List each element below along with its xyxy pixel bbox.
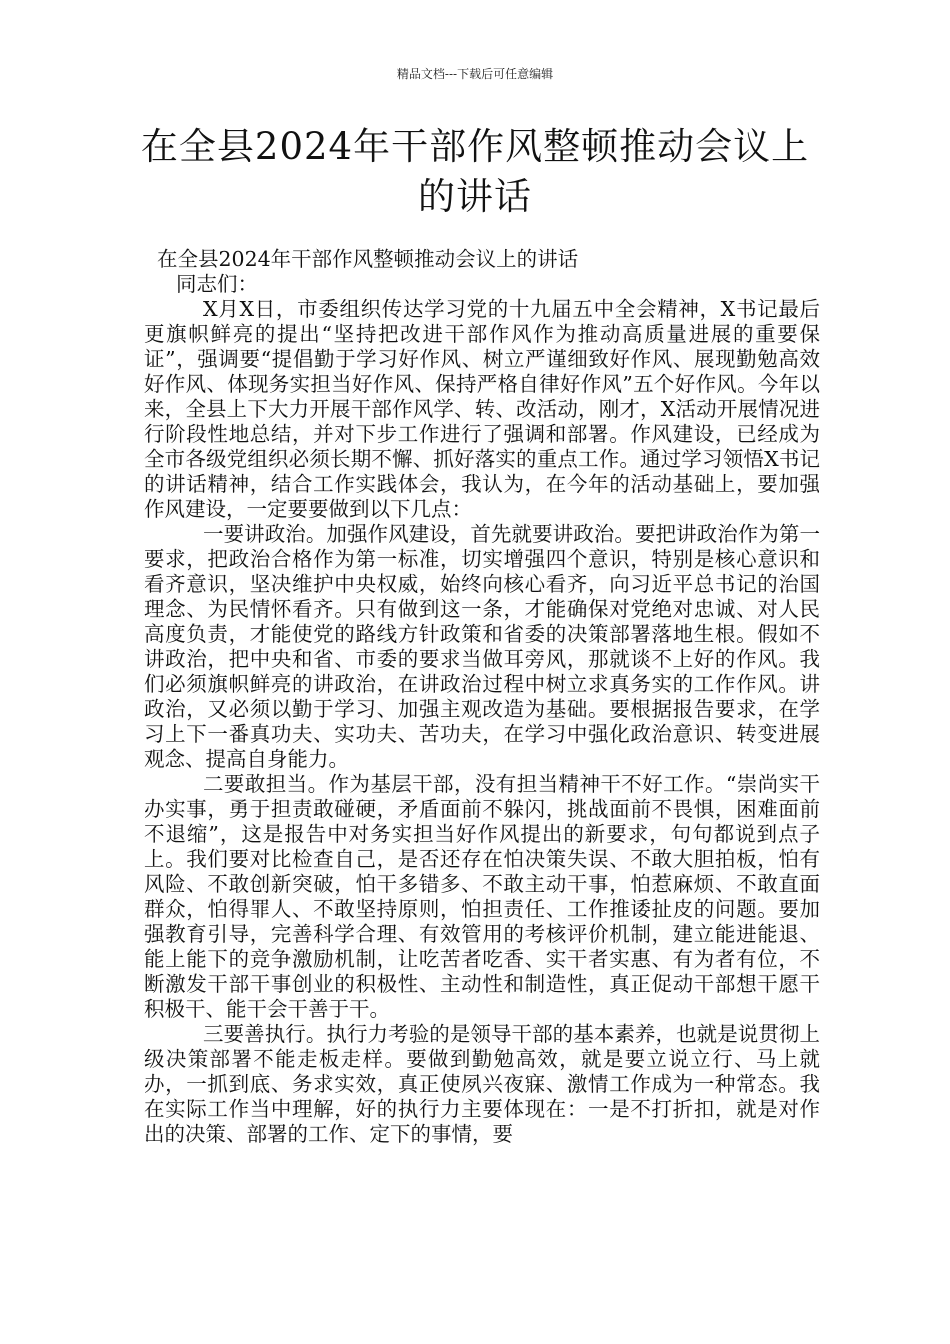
paragraph-responsibility: 二要敢担当。作为基层干部，没有担当精神干不好工作。“崇尚实干办实事，勇于担责敢碰硬，矛盾面前不躲闪，挑战面前不畏惧，困难面前不退缩”，这是报告中对务实担当好作风提出的新要求，句句都说到点子上。我们要对比检查自己，是否还存在怕决策失误、不敢大胆拍板，怕有风险、不敢创新突破，怕干多错多、不敢主动干事，怕惹麻烦、不敢直面群众，怕得罪人、不敢坚持原则，怕担责任、工作推诿扯皮的问题。要加强教育引导，完善科学合理、有效管用的考核评价机制，建立能进能退、能上能下的竞争激励机制，让吃苦者吃香、实干者实惠、有为者有位，不断激发干部干事创业的积极性、主动性和制造性，真正促动干部想干愿干积极干、能干会干善于干。 xyxy=(144,772,820,1021)
paragraph-politics: 一要讲政治。加强作风建设，首先就要讲政治。要把讲政治作为第一要求，把政治合格作为第一标准，切实增强四个意识，特别是核心意识和看齐意识，坚决维护中央权威，始终向核心看齐，向习近平总书记的治国理念、为民情怀看齐。只有做到这一条，才能确保对党绝对忠诚、对人民高度负责，才能使党的路线方针政策和省委的决策部署落地生根。假如不讲政治，把中央和省、市委的要求当做耳旁风，那就谈不上好的作风。我们必须旗帜鲜亮的讲政治，在讲政治过程中树立求真务实的工作作风。讲政治，又必须以勤于学习、加强主观改造为基础。要根据报告要求，在学习上下一番真功夫、实功夫、苦功夫，在学习中强化政治意识、转变进展观念、提高自身能力。 xyxy=(144,522,820,771)
page-header-note: 精品文档---下载后可任意编辑 xyxy=(396,67,554,81)
document-title: 在全县2024年干部作风整顿推动会议上的讲话 xyxy=(140,125,810,218)
salutation: 同志们： xyxy=(176,272,258,296)
paragraph-execution: 三要善执行。执行力考验的是领导干部的基本素养，也就是说贯彻上级决策部署不能走板走样。要做到勤勉高效，就是要立说立行、马上就办，一抓到底、务求实效，真正使夙兴夜寐、激情工作成为一种常态。我在实际工作当中理解，好的执行力主要体现在：一是不打折扣，就是对作出的决策、部署的工作、定下的事情，要 xyxy=(144,1022,820,1146)
document-body xyxy=(144,247,820,1147)
paragraph-intro: X月X日，市委组织传达学习党的十九届五中全会精神，X书记最后更旗帜鲜亮的提出“坚持把改进干部作风作为推动高质量进展的重要保证”，强调要“提倡勤于学习好作风、树立严谨细致好作风、展现勤勉高效好作风、体现务实担当好作风、保持严格自律好作风”五个好作风。今年以来，全县上下大力开展干部作风学、转、改活动，刚才，X活动开展情况进行阶段性地总结，并对下步工作进行了强调和部署。作风建设，已经成为全市各级党组织必须长期不懈、抓好落实的重点工作。通过学习领悟X书记的讲话精神，结合工作实践体会，我认为，在今年的活动基础上，要加强作风建设，一定要要做到以下几点： xyxy=(144,297,820,521)
document-subtitle: 在全县2024年干部作风整顿推动会议上的讲话 xyxy=(157,247,579,271)
